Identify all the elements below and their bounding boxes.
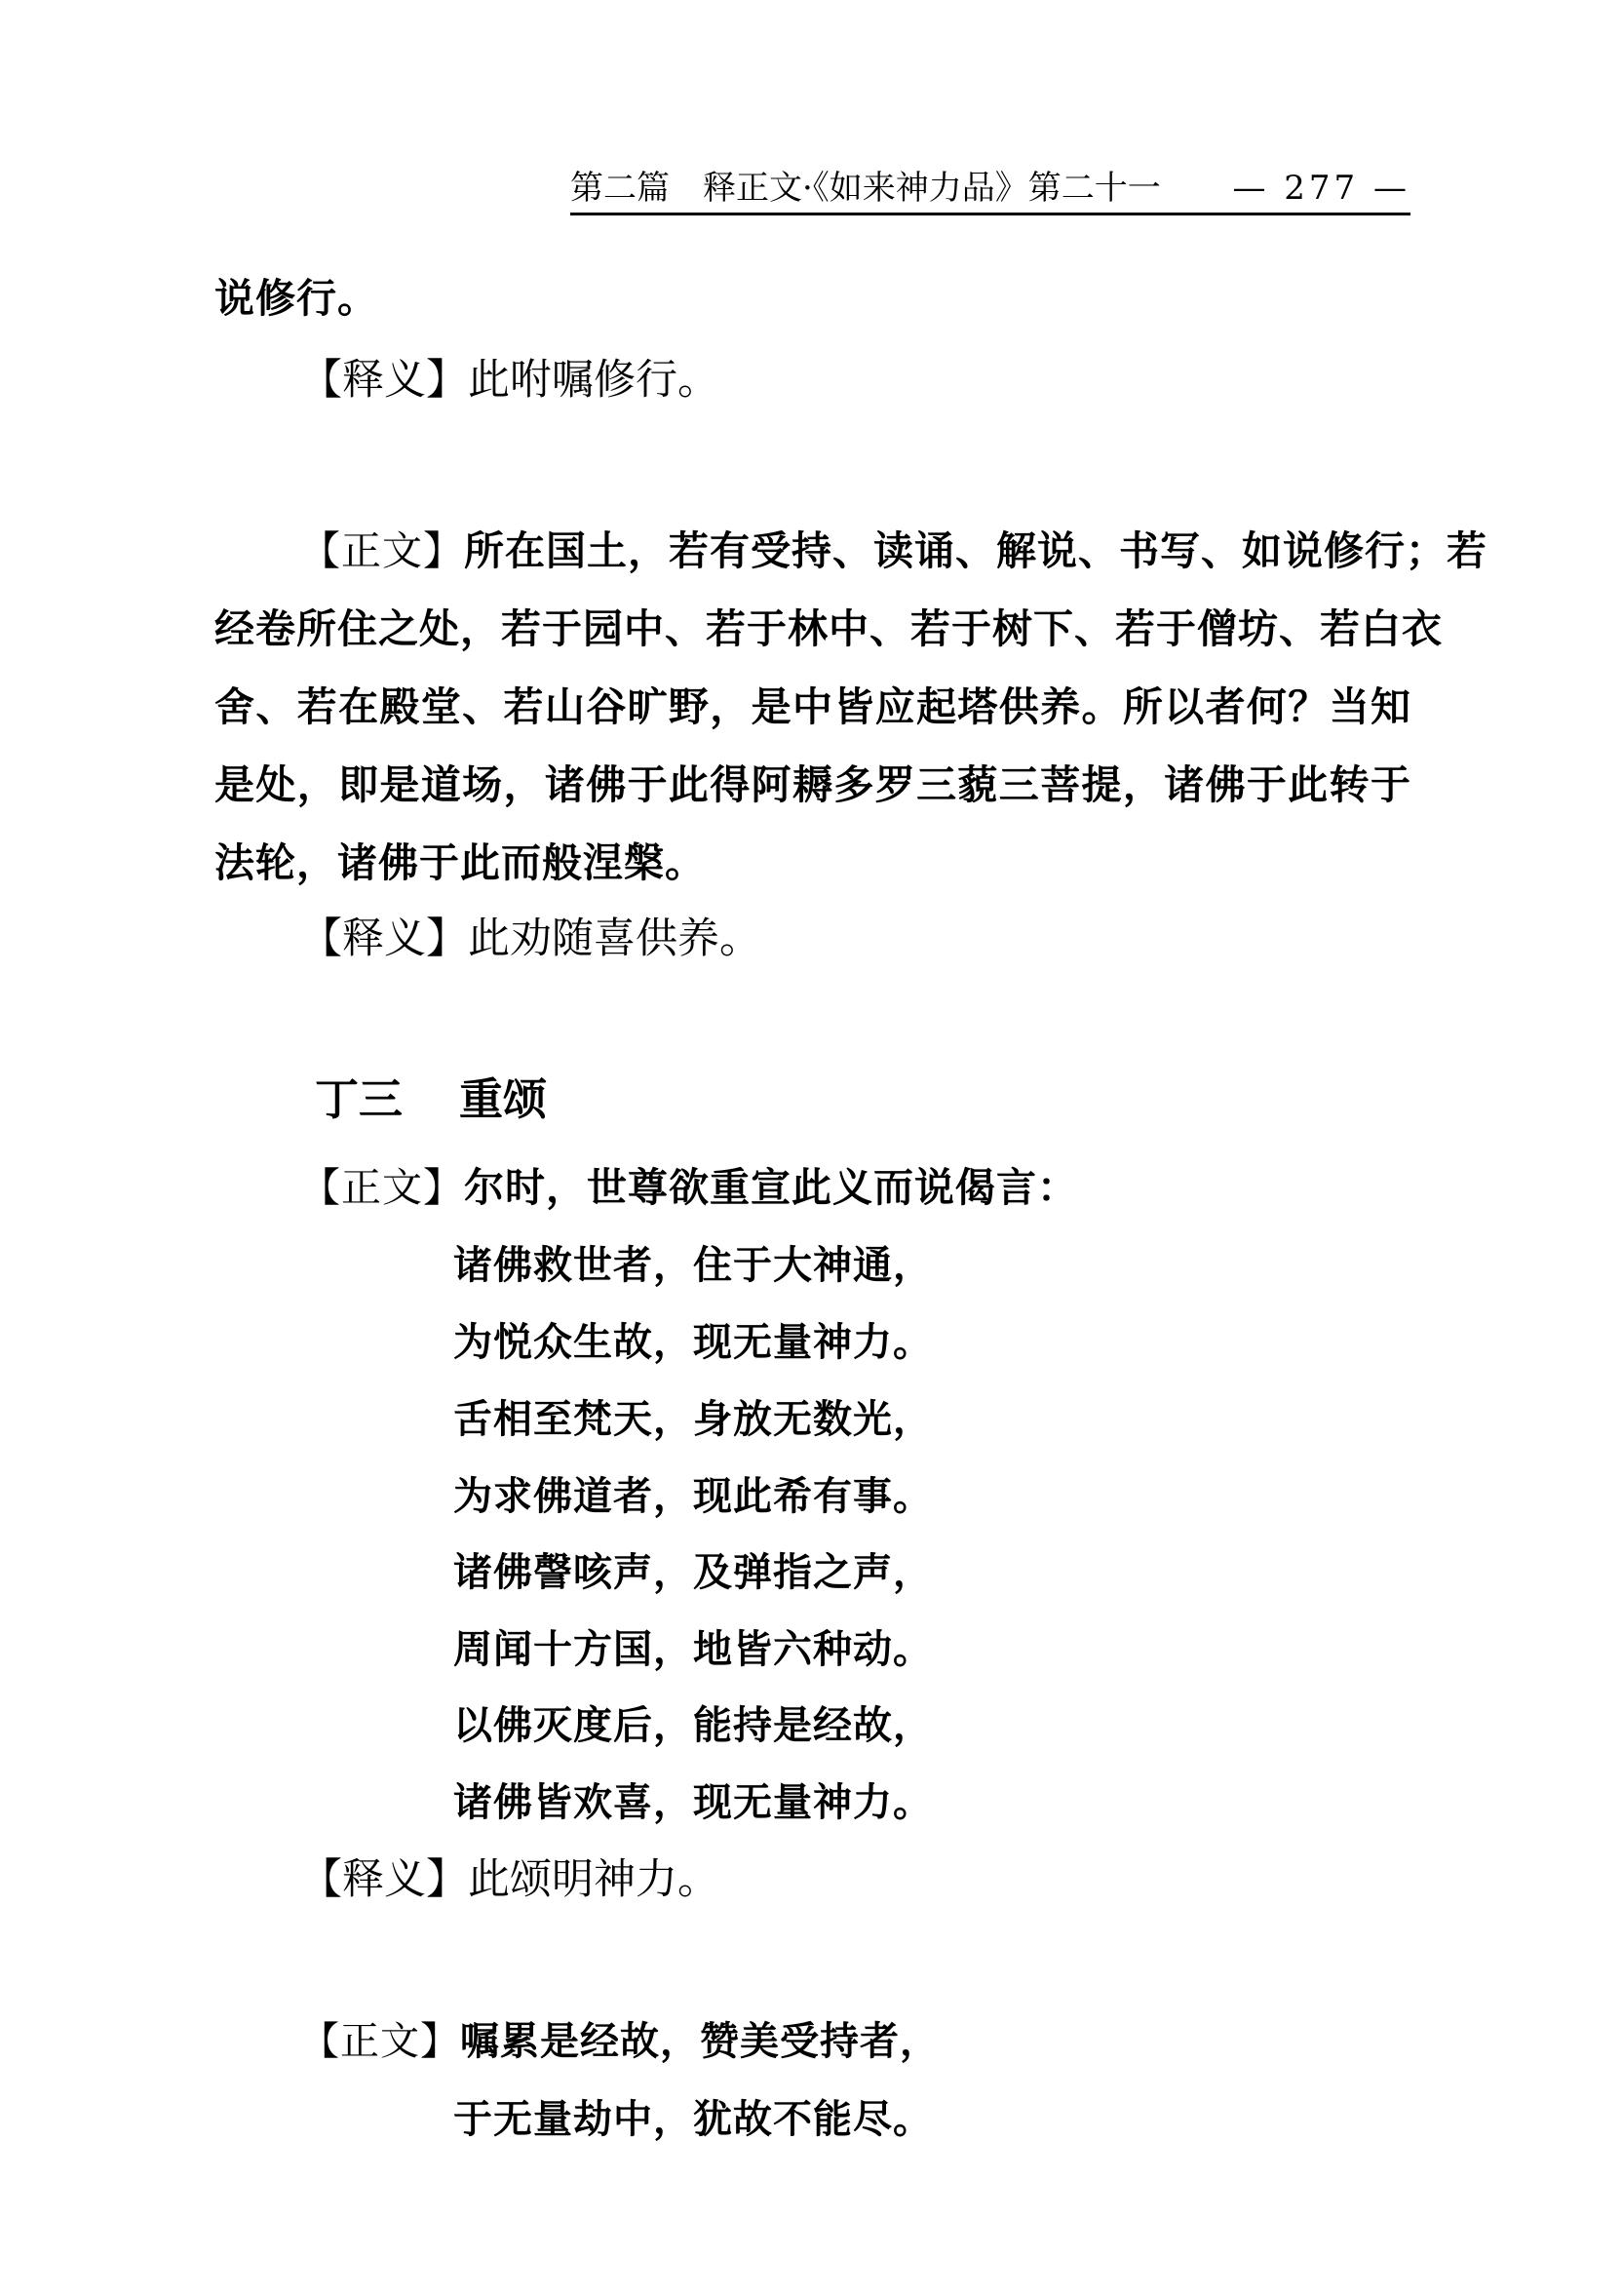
section-number: 丁三 — [315, 1073, 404, 1125]
scripture-label: 【正文】 — [300, 2019, 460, 2064]
paragraph-continuation — [214, 271, 378, 326]
verse-line: 诸佛皆欢喜，现无量神力。 — [453, 1780, 933, 1825]
scripture-3 — [300, 2014, 940, 2069]
scripture-1-line-2: 经卷所住之处，若于园中、若于林中、若于树下、若于僧坊、若白衣 — [214, 605, 1443, 652]
running-header — [570, 164, 1410, 215]
scripture-label: 【正文】 — [300, 1164, 464, 1211]
commentary-label: 【释义】 — [300, 915, 468, 963]
page-number: — 277 — — [1232, 169, 1410, 208]
scripture-1-line-4: 是处，即是道场，诸佛于此得阿耨多罗三藐三菩提，诸佛于此转于 — [214, 761, 1411, 808]
verse-line: 诸佛謦咳声，及弹指之声， — [453, 1550, 933, 1595]
commentary-2 — [300, 912, 761, 966]
scripture-1-line-3: 舍、若在殿堂、若山谷旷野，是中皆应起塔供养。所以者何？当知 — [214, 683, 1411, 730]
verse-line: 为求佛道者，现此希有事。 — [453, 1474, 933, 1519]
verse-line: 周闻十方国，地皆六种动。 — [453, 1627, 933, 1672]
verse-line: 以佛灭度后，能持是经故， — [453, 1703, 933, 1748]
commentary-label: 【释义】 — [300, 1855, 468, 1904]
scripture-text: 嘱累是经故，赞美受持者， — [460, 2019, 940, 2064]
section-heading — [315, 1072, 547, 1127]
header-title: 第二篇 释正文·《如来神力品》第二十一 — [570, 169, 1161, 208]
scripture-1-line-1 — [300, 524, 1487, 578]
commentary-3 — [300, 1852, 719, 1907]
scripture-1-line-5: 法轮，诸佛于此而般涅槃。 — [214, 839, 706, 886]
scripture-2-intro — [300, 1160, 1078, 1215]
verse-line: 于无量劫中，犹故不能尽。 — [453, 2097, 933, 2142]
verse-line: 舌相至梵天，身放无数光， — [453, 1397, 933, 1442]
commentary-1 — [300, 353, 719, 408]
scripture-label: 【正文】 — [300, 527, 464, 574]
commentary-label: 【释义】 — [300, 356, 468, 405]
verse-line: 诸佛救世者，住于大神通， — [453, 1243, 933, 1288]
verse-line: 为悦众生故，现无量神力。 — [453, 1320, 933, 1365]
commentary-text: 此颂明神力。 — [468, 1855, 719, 1904]
commentary-text: 此咐嘱修行。 — [468, 356, 719, 405]
section-title: 重颂 — [459, 1073, 548, 1125]
scripture-text: 所在国土，若有受持、读诵、解说、书写、如说修行；若 — [464, 527, 1487, 574]
scripture-text: 尔时，世尊欲重宣此义而说偈言： — [464, 1164, 1078, 1211]
commentary-text: 此劝随喜供养。 — [468, 915, 761, 963]
paragraph-tail: 说修行。 — [214, 275, 378, 322]
